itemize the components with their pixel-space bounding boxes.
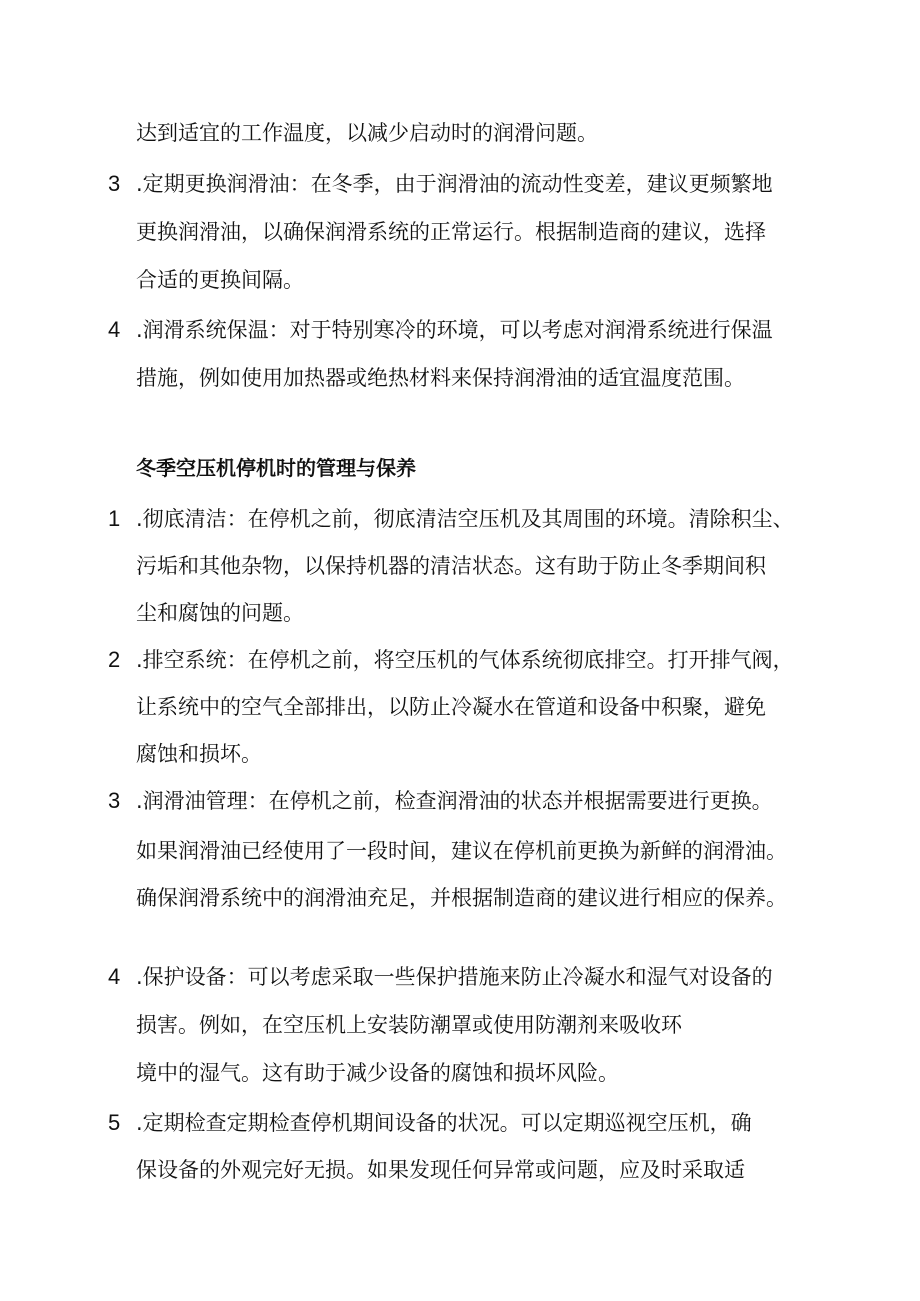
list-item-line: .润滑油管理：在停机之前，检查润滑油的状态并根据需要进行更换。	[136, 789, 773, 813]
list-item-line: 保设备的外观完好无损。如果发现任何异常或问题，应及时采取适	[136, 1158, 745, 1182]
list-item-line: 措施，例如使用加热器或绝热材料来保持润滑油的适宜温度范围。	[136, 366, 745, 390]
paragraph-line: 达到适宜的工作温度，以减少启动时的润滑问题。	[136, 121, 598, 145]
list-item-line: .彻底清洁：在停机之前，彻底清洁空压机及其周围的环境。清除积尘、	[136, 507, 794, 531]
list-item-line: 腐蚀和损坏。	[136, 742, 262, 766]
section-heading: 冬季空压机停机时的管理与保养	[136, 456, 416, 480]
list-item-line: 境中的湿气。这有助于减少设备的腐蚀和损坏风险。	[136, 1061, 619, 1085]
list-item-line: .润滑系统保温：对于特别寒冷的环境，可以考虑对润滑系统进行保温	[136, 318, 773, 342]
list-item-line: 如果润滑油已经使用了一段时间，建议在停机前更换为新鲜的润滑油。	[136, 839, 787, 863]
list-item-line: 更换润滑油，以确保润滑系统的正常运行。根据制造商的建议，选择	[136, 220, 766, 244]
list-item-line: .排空系统：在停机之前，将空压机的气体系统彻底排空。打开排气阀，	[136, 648, 794, 672]
list-item-line: 损害。例如，在空压机上安装防潮罩或使用防潮剂来吸收环	[136, 1013, 682, 1037]
list-item-line: 确保润滑系统中的润滑油充足，并根据制造商的建议进行相应的保养。	[136, 886, 787, 910]
list-item-line: 合适的更换间隔。	[136, 268, 304, 292]
list-item-number: 5	[108, 1110, 121, 1135]
list-item-number: 1	[108, 506, 121, 531]
list-item-number: 3	[108, 788, 121, 813]
list-item-line: .定期检查定期检查停机期间设备的状况。可以定期巡视空压机，确	[136, 1111, 752, 1135]
list-item-number: 3	[108, 171, 121, 196]
list-item-number: 4	[108, 964, 121, 989]
list-item-line: 污垢和其他杂物，以保持机器的清洁状态。这有助于防止冬季期间积	[136, 554, 766, 578]
list-item-line: .定期更换润滑油：在冬季，由于润滑油的流动性变差，建议更频繁地	[136, 172, 773, 196]
list-item-line: 让系统中的空气全部排出，以防止冷凝水在管道和设备中积聚，避免	[136, 695, 766, 719]
list-item-line: .保护设备：可以考虑采取一些保护措施来防止冷凝水和湿气对设备的	[136, 965, 773, 989]
list-item-line: 尘和腐蚀的问题。	[136, 601, 304, 625]
list-item-number: 4	[108, 317, 121, 342]
list-item-number: 2	[108, 647, 121, 672]
